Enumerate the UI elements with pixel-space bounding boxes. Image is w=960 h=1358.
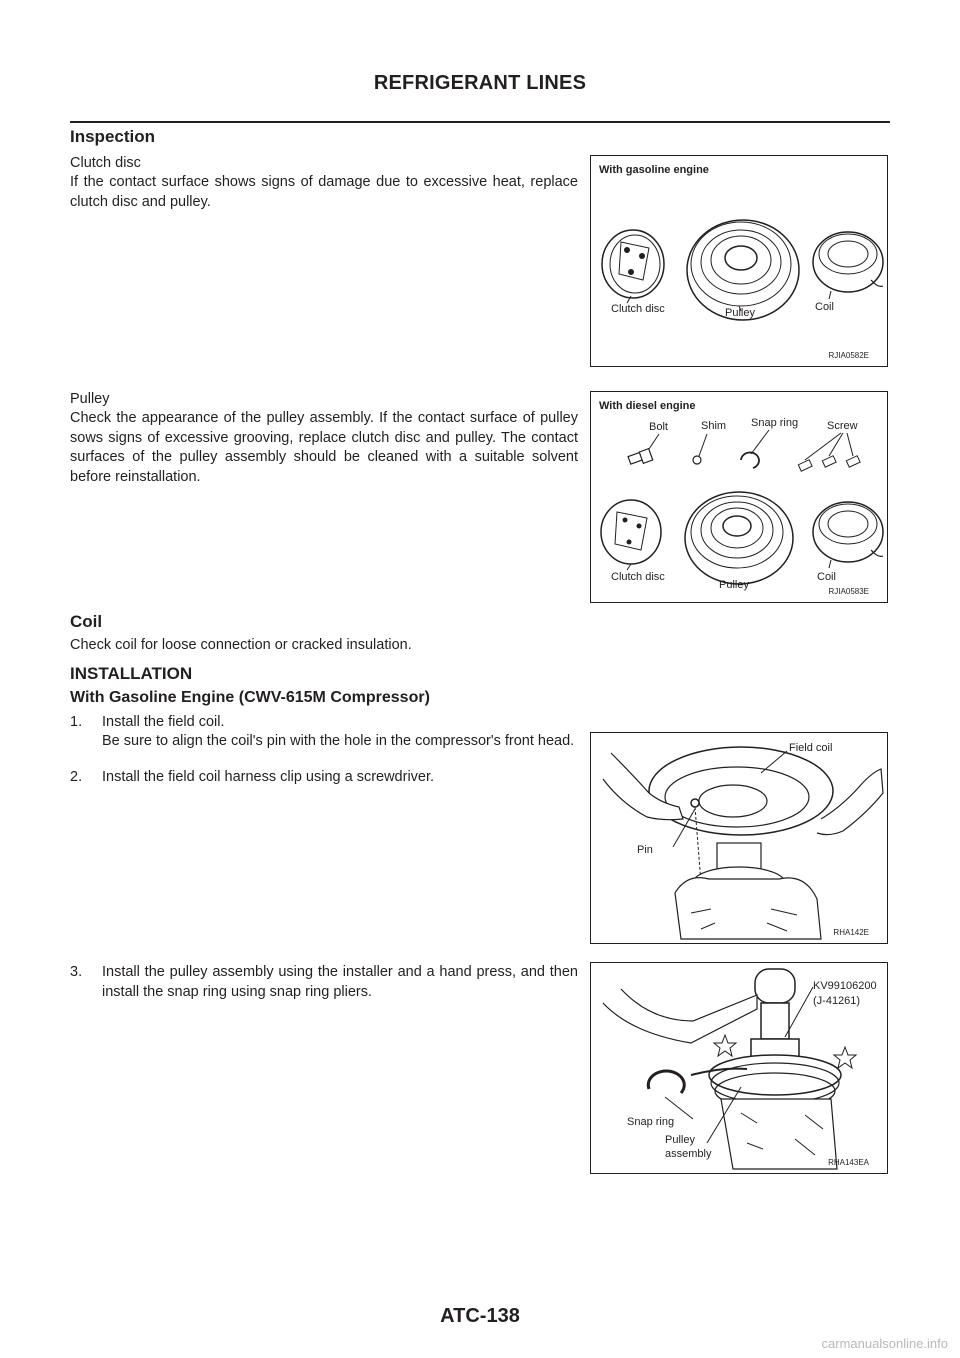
figure-diesel-engine: [590, 391, 888, 603]
inspection-heading: Inspection: [70, 127, 156, 146]
step-1: [70, 713, 578, 773]
label-tool-number: KV99106200: [813, 980, 877, 992]
field-coil-illustration: [591, 733, 887, 943]
pulley-text: Check the appearance of the pulley assembly. If the contact surface of pulley sows signs of excessive grooving, replace clutch disc and pulley. The contact surfaces of the pulley assembly should be cleaned with a suitable solvent before reinstallation.: [70, 410, 578, 485]
figure-title: With gasoline engine: [599, 164, 709, 176]
figure-code: RHA143EA: [828, 1158, 869, 1167]
header-rule: [70, 121, 890, 123]
figure-field-coil: [590, 732, 888, 944]
figure-code: RJIA0582E: [828, 351, 869, 360]
watermark: carmanualsonline.info: [821, 1336, 948, 1351]
step-3: [70, 963, 578, 1003]
label-clutch-disc: Clutch disc: [611, 571, 665, 583]
step-text: Install the pulley assembly using the installer and a hand press, and then install the snap ring using snap ring pliers.: [102, 964, 578, 1000]
figure-code: RJIA0583E: [828, 587, 869, 596]
figure-code: RHA142E: [833, 928, 869, 937]
clutch-components-illustration: [591, 156, 887, 366]
coil-heading: Coil: [70, 612, 103, 631]
figure-pulley-installation: [590, 962, 888, 1174]
step-text: Install the field coil harness clip using a screwdriver.: [102, 769, 435, 785]
page-number: ATC-138: [440, 1305, 520, 1327]
pulley-install-illustration: [591, 963, 887, 1173]
diesel-clutch-components-illustration: [591, 392, 887, 602]
label-tool-alt: (J-41261): [813, 995, 861, 1007]
label-field-coil: Field coil: [789, 742, 833, 754]
step-2: [70, 768, 578, 790]
label-pulley: Pulley: [719, 579, 749, 591]
coil-text: Check coil for loose connection or cracked insulation.: [70, 637, 412, 653]
step-text: Install the field coil.: [102, 714, 225, 730]
figure-title: With diesel engine: [599, 400, 696, 412]
label-pin: Pin: [637, 844, 653, 856]
label-screw: Screw: [827, 420, 858, 432]
step-number: 1.: [70, 714, 83, 730]
page-title: REFRIGERANT LINES: [373, 72, 587, 94]
label-coil: Coil: [817, 571, 836, 583]
clutch-disc-text: If the contact surface shows signs of damage due to excessive heat, replace clutch disc and pulley.: [70, 174, 578, 210]
label-clutch-disc: Clutch disc: [611, 303, 665, 315]
label-shim: Shim: [701, 420, 727, 432]
step-number: 3.: [70, 964, 83, 980]
label-coil: Coil: [815, 301, 834, 313]
label-bolt: Bolt: [649, 421, 668, 433]
label-pulley: Pulley: [725, 307, 755, 319]
label-snap-ring: Snap ring: [627, 1116, 675, 1128]
pulley-subtitle: Pulley: [70, 391, 110, 407]
installation-heading: INSTALLATION: [70, 664, 193, 683]
label-pulley-assembly: assembly: [665, 1148, 712, 1160]
step-number: 2.: [70, 769, 83, 785]
clutch-disc-subtitle: Clutch disc: [70, 155, 141, 171]
step-note: Be sure to align the coil's pin with the hole in the compressor's front head.: [102, 733, 575, 749]
label-snap-ring: Snap ring: [751, 417, 799, 429]
figure-gasoline-engine: [590, 155, 888, 367]
label-pulley: Pulley: [665, 1134, 695, 1146]
installation-subheading: With Gasoline Engine (CWV-615M Compressor): [70, 689, 430, 706]
